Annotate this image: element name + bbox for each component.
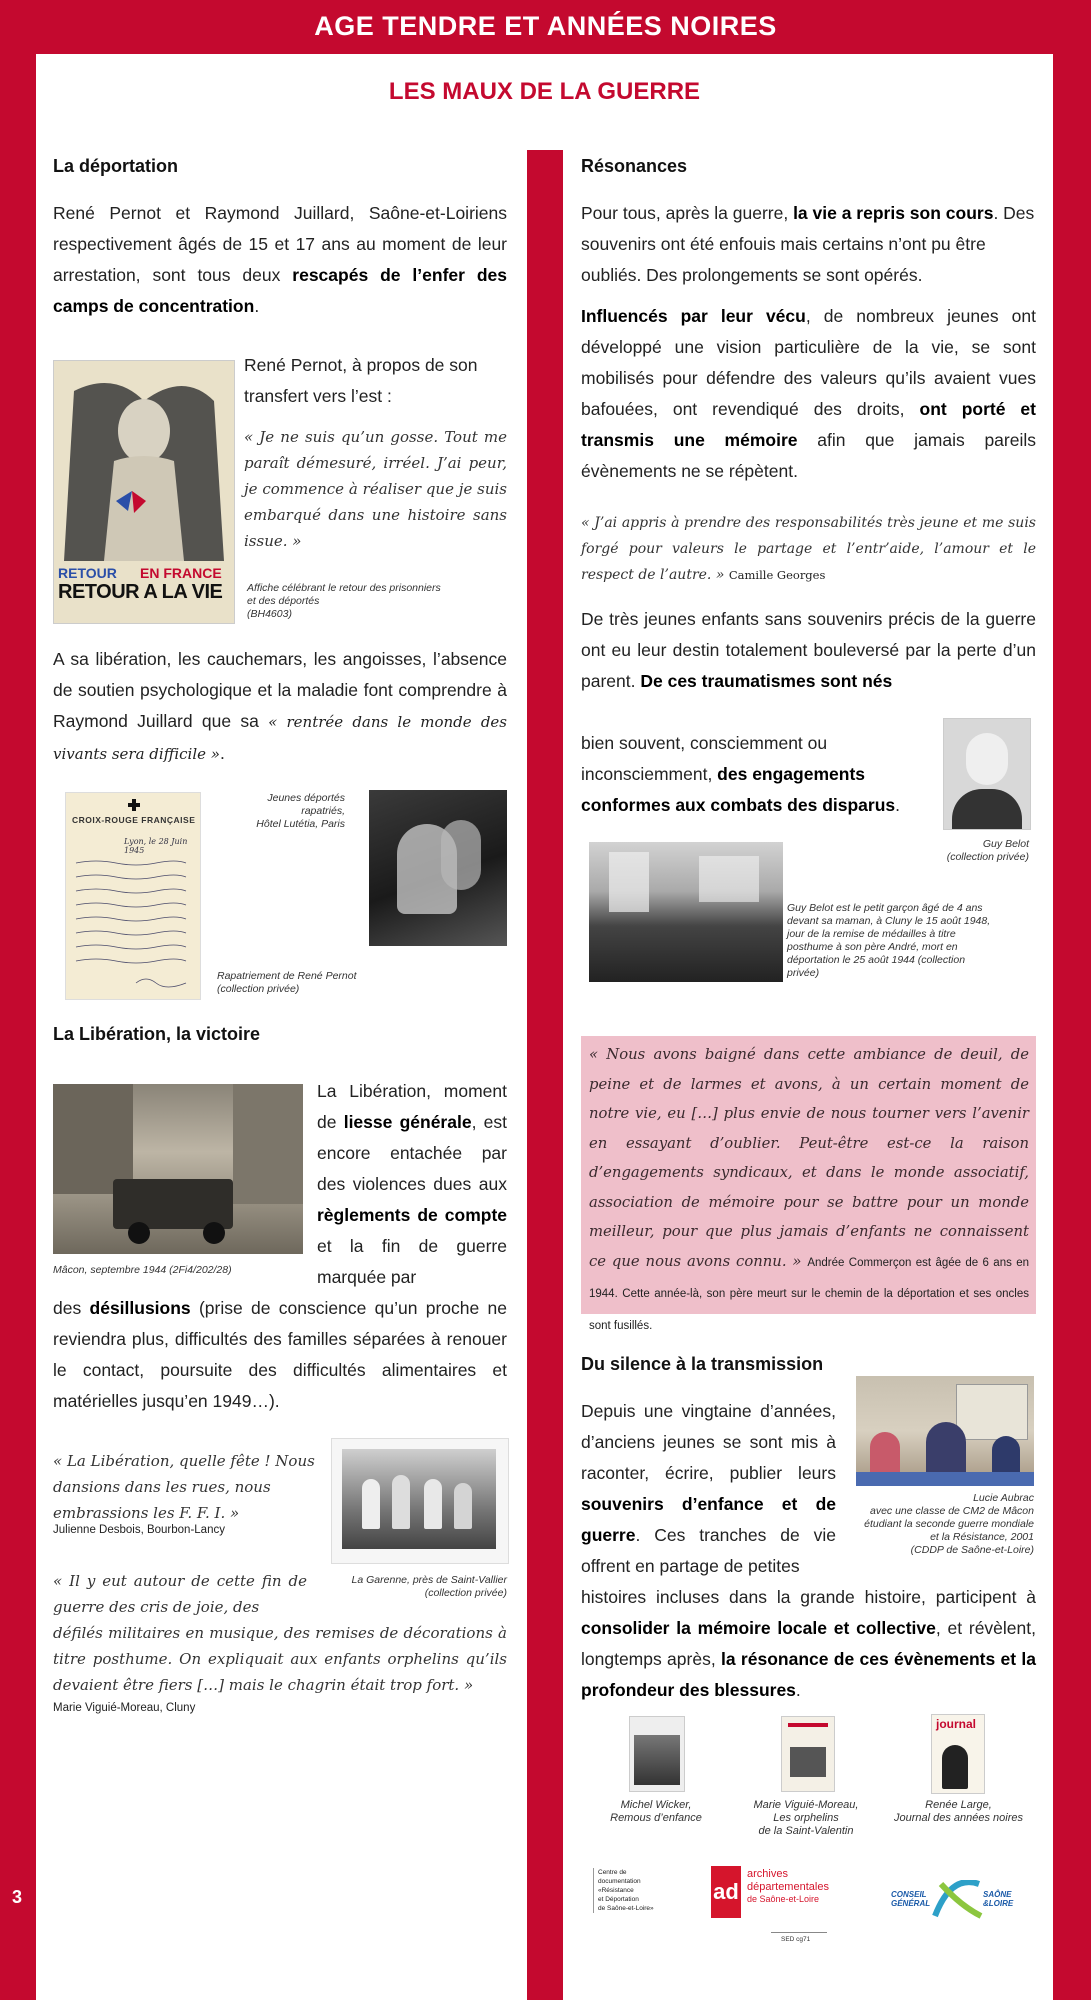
book-2-author: Marie Viguié-Moreau, — [753, 1799, 859, 1811]
section-subtitle: LES MAUX DE LA GUERRE — [388, 78, 701, 105]
res-p2-c: afin que jamais pareils évènements ne se répètent. — [581, 430, 1037, 481]
ceremony-caption: Guy Belot est le petit garçon âgé de 4 ans devant sa maman, à Cluny le 15 août 1948, jour de la remise de médailles à titre posthume à son père André, mort en déportation le 25 août 1944 (collection privée) — [787, 902, 991, 979]
poster-retour-a-la-vie: RETOUR A LA VIE — [58, 581, 223, 603]
commercon-note: Andrée Commerçon est âgée de 6 ans en 1944. Cette année-là, son père meurt sur le chemin de la déportation et ses oncles sont fusillés. — [589, 1256, 1029, 1332]
sed-divider — [771, 1932, 827, 1933]
aubrac-caption-line-1: Lucie Aubrac — [973, 1492, 1034, 1504]
trans-text-3: histoires incluses dans la grande histoire, participent à — [581, 1587, 1036, 1607]
page-banner-title: AGE TENDRE ET ANNÉES NOIRES — [314, 11, 777, 41]
poster-caption-line-3: (BH4603) — [247, 608, 292, 620]
res-p3-c: bien souvent, consciemment ou inconsciemment, — [581, 733, 828, 784]
book-3-title: Journal des années noires — [893, 1812, 1024, 1824]
lib-bold-3: désillusions — [89, 1298, 191, 1318]
book-caption-2 — [731, 1799, 881, 1838]
ad-mark: ad — [711, 1866, 741, 1918]
deportation-intro — [53, 198, 507, 322]
content-panel — [36, 54, 1053, 2000]
book-1-title: Remous d’enfance — [610, 1812, 702, 1824]
lutetia-caption — [223, 792, 345, 831]
resonances-p2 — [581, 301, 1036, 487]
book-3-cover-title: journal — [936, 1717, 977, 1731]
sed-label: SED cg71 — [781, 1936, 811, 1943]
aubrac-class-photo — [856, 1376, 1034, 1486]
lutetia-caption-line-2: Hôtel Lutétia, Paris — [256, 818, 345, 830]
trans-bold-3: la résonance de ces évènements et la profondeur des blessures — [581, 1649, 1036, 1700]
archives-logo — [711, 1866, 841, 1926]
res-p2-a: , de nombreux jeunes ont développé une vision particulière de la vie, se sont mobilisés pour défendre des valeurs qu’ils avaient vues bafouées, ont revendiqué des droits, — [581, 306, 1036, 419]
lib-text-3: et la fin de guerre marquée par — [317, 1236, 507, 1287]
trans-bold-2: consolider la mémoire locale et collective — [581, 1618, 936, 1638]
res-p1-c: . Des souvenirs ont été enfouis mais certains n’ont pu être oubliés. Des prolongements se sont opérés. — [581, 203, 1035, 285]
liberation-side-text — [317, 1076, 507, 1293]
book-2-title-2: de la Saint-Valentin — [758, 1825, 854, 1837]
truck-caption: Mâcon, septembre 1944 (2Fi4/202/28) — [53, 1264, 232, 1276]
pernot-intro: René Pernot, à propos de son transfert vers l’est : — [244, 355, 478, 406]
red-cross-letter — [65, 792, 201, 1000]
aubrac-caption-line-5: (CDDP de Saône-et-Loire) — [910, 1544, 1034, 1556]
juillard-end: . — [219, 743, 225, 763]
guy-belot-caption-line-2: (collection privée) — [946, 851, 1029, 863]
resonances-p3-top — [581, 604, 1036, 697]
desbois-quote: « La Libération, quelle fête ! Nous dansions dans les rues, nous embrassions les F. F. I. » — [53, 1452, 315, 1522]
lib-text-1: La Libération, moment de — [317, 1081, 507, 1132]
georges-author: Camille Georges — [728, 568, 826, 582]
juillard-quote: « rentrée dans le monde des vivants sera difficile » — [53, 713, 508, 763]
moreau-author: Marie Viguié-Moreau, Cluny — [53, 1702, 196, 1714]
trans-text-4: , et révèlent, longtemps après, — [581, 1618, 1036, 1669]
ad-line-1: archives — [747, 1868, 788, 1880]
book-cover-orphelins — [781, 1716, 835, 1792]
liberation-body — [53, 1293, 507, 1417]
cdrd-logo — [593, 1868, 678, 1913]
poster-caption-line-2: et des déportés — [247, 595, 320, 607]
garenne-caption-line-2: (collection privée) — [424, 1587, 507, 1599]
cluny-ceremony-photo — [589, 842, 783, 982]
cdrd-line-2: documentation — [598, 1878, 641, 1885]
poster-caption — [247, 582, 507, 621]
macon-truck-photo — [53, 1084, 303, 1254]
lib-text-4: des — [53, 1298, 90, 1318]
res-p2-b2: ont porté et transmis une mémoire — [581, 399, 1036, 450]
poster-en-france: EN FRANCE — [140, 565, 222, 581]
book-caption-1 — [581, 1799, 731, 1825]
deportation-heading: La déportation — [53, 156, 178, 176]
cg-line-4: &LOIRE — [983, 1899, 1014, 1908]
intro-end: . — [254, 296, 260, 316]
moreau-quote-rest: défilés militaires en musique, des remises de décorations à titre posthume. On expliquait aux enfants orphelins qu’ils devaient être fiers […] mais le chagrin était trop fort. » — [53, 1624, 507, 1694]
commercon-quote-text: « Nous avons baigné dans cette ambiance de deuil, de peine et de larmes et avons, à un certain moment de notre vie, eu […] plus envie de nous tourner vers l’avenir en essayant d’oublier. Peut-être est-ce la raison d’engagements syndicaux, et dans le monde associatif, association de mémoire pour se battre pour un monde meilleur, pour que plus jamais d’enfants ne connaissent ce que nous avons connu. » — [589, 1046, 1029, 1270]
transmission-body — [581, 1582, 1036, 1706]
res-p3-b1: De ces traumatismes sont nés — [640, 671, 893, 691]
resonances-p3-bottom — [581, 728, 929, 821]
intro-text: René Pernot et Raymond Juillard, Saône-et-Loiriens respectivement âgés de 15 et 17 ans au moment de leur arrestation, sont tous deux — [53, 203, 507, 285]
page-number: 3 — [12, 1887, 23, 1907]
res-p3-d: . — [895, 795, 901, 815]
letter-caption-line-2: (collection privée) — [217, 983, 300, 995]
lib-text-5: (prise de conscience qu’un proche ne reviendra plus, difficultés des familles séparées à renouer le contact, poursuite des difficultés alimentaires et matérielles jusqu’en 1949…). — [53, 1298, 507, 1411]
guy-belot-caption-line-1: Guy Belot — [982, 838, 1029, 850]
cdrd-line-1: Centre de — [598, 1869, 627, 1876]
cg-line-3: SAÔNE — [983, 1890, 1012, 1899]
georges-quote-text: « J’ai appris à prendre des responsabilités très jeune et me suis forgé pour valeurs le partage et l’entr’aide, l’amour et le respect de l’autre. » — [581, 515, 1036, 583]
garenne-caption — [323, 1574, 507, 1600]
aubrac-caption-line-3: étudiant la seconde guerre mondiale — [864, 1518, 1034, 1530]
trans-text-5: . — [795, 1680, 801, 1700]
conseil-general-logo — [891, 1880, 1021, 1920]
res-p1-a: Pour tous, après la guerre, — [581, 203, 794, 223]
trans-text-2: . Ces tranches de vie offrent en partage de petites — [581, 1525, 836, 1576]
lutetia-caption-line-1: Jeunes déportés rapatriés, — [267, 792, 345, 817]
book-1-author: Michel Wicker, — [620, 1799, 692, 1811]
juillard-body: A sa libération, les cauchemars, les angoisses, l’absence de soutien psychologique et la maladie font comprendre à Raymond Juillard que sa — [53, 649, 507, 731]
book-cover-journal — [931, 1714, 985, 1794]
res-p2-b1: Influencés par leur vécu — [581, 306, 806, 326]
resonances-p1 — [581, 198, 1036, 291]
georges-quote — [581, 510, 1036, 588]
letter-caption — [217, 970, 367, 996]
garenne-photo — [331, 1438, 509, 1564]
left-column — [53, 54, 507, 1954]
trans-bold-1: souvenirs d’enfance et de guerre — [581, 1494, 836, 1545]
liberation-heading: La Libération, la victoire — [53, 1024, 261, 1044]
trans-text-1: Depuis une vingtaine d’années, d’anciens jeunes se sont mis à raconter, écrire, publier leurs — [581, 1401, 836, 1483]
res-p1-b: la vie a repris son cours — [793, 203, 994, 223]
right-column — [581, 54, 1036, 1954]
pernot-quote: « Je ne suis qu’un gosse. Tout me paraît démesuré, irréel. J’ai peur, je commence à réaliser que je suis embarqué dans une histoire sans issue. » — [244, 428, 507, 550]
cdrd-line-5: de Saône-et-Loire» — [598, 1905, 654, 1912]
cdrd-line-3: «Résistance — [598, 1887, 634, 1894]
res-p3-b2: des engagements conformes aux combats des disparus — [581, 764, 896, 815]
letter-handwriting — [66, 793, 200, 999]
cg-line-1: CONSEIL — [891, 1890, 927, 1899]
aubrac-caption-line-4: et la Résistance, 2001 — [930, 1531, 1034, 1543]
resonances-heading: Résonances — [581, 156, 688, 176]
poster-caption-line-1: Affiche célébrant le retour des prisonniers — [247, 582, 441, 594]
book-2-title-1: Les orphelins — [773, 1812, 839, 1824]
moreau-quote-start: « Il y eut autour de cette fin de guerre des cris de joie, des — [53, 1572, 307, 1616]
letter-date: Lyon, le 28 Juin 1945 — [124, 837, 188, 855]
ad-line-3: de Saône-et-Loire — [747, 1894, 820, 1904]
garenne-caption-line-1: La Garenne, près de Saint-Vallier — [351, 1574, 507, 1586]
poster-retour: RETOUR — [58, 565, 117, 581]
guy-belot-photo — [943, 718, 1031, 830]
aubrac-caption-line-2: avec une classe de CM2 de Mâcon — [869, 1505, 1034, 1517]
book-3-author: Renée Large, — [925, 1799, 992, 1811]
lutetia-photo — [369, 790, 507, 946]
cdrd-line-4: et Déportation — [598, 1896, 639, 1903]
desbois-author: Julienne Desbois, Bourbon-Lancy — [53, 1524, 225, 1536]
transmission-heading: Du silence à la transmission — [581, 1354, 824, 1374]
letter-header: CROIX-ROUGE FRANÇAISE — [72, 815, 196, 825]
column-divider — [527, 150, 563, 2000]
cg-line-2: GÉNÉRAL — [891, 1899, 931, 1908]
book-cover-remous — [629, 1716, 685, 1792]
intro-bold: rescapés de l’enfer des camps de concentration — [53, 265, 507, 316]
letter-caption-line-1: Rapatriement de René Pernot — [217, 970, 357, 982]
commercon-quote — [589, 1040, 1029, 1341]
guy-belot-caption — [881, 838, 1029, 864]
ad-line-2: départementales — [747, 1881, 829, 1893]
lib-text-2: , est encore entachée par des violences dues aux — [317, 1112, 508, 1194]
lib-bold-2: règlements de compte — [317, 1205, 507, 1225]
lib-bold-1: liesse générale — [343, 1112, 472, 1132]
transmission-side-text — [581, 1396, 836, 1582]
retour-poster — [53, 360, 235, 624]
book-caption-3 — [881, 1799, 1036, 1825]
aubrac-caption — [856, 1492, 1034, 1557]
res-p3-a: De très jeunes enfants sans souvenirs précis de la guerre ont eu leur destin totalement bouleversé par la perte d’un parent. — [581, 609, 1036, 691]
juillard-text — [53, 644, 507, 770]
